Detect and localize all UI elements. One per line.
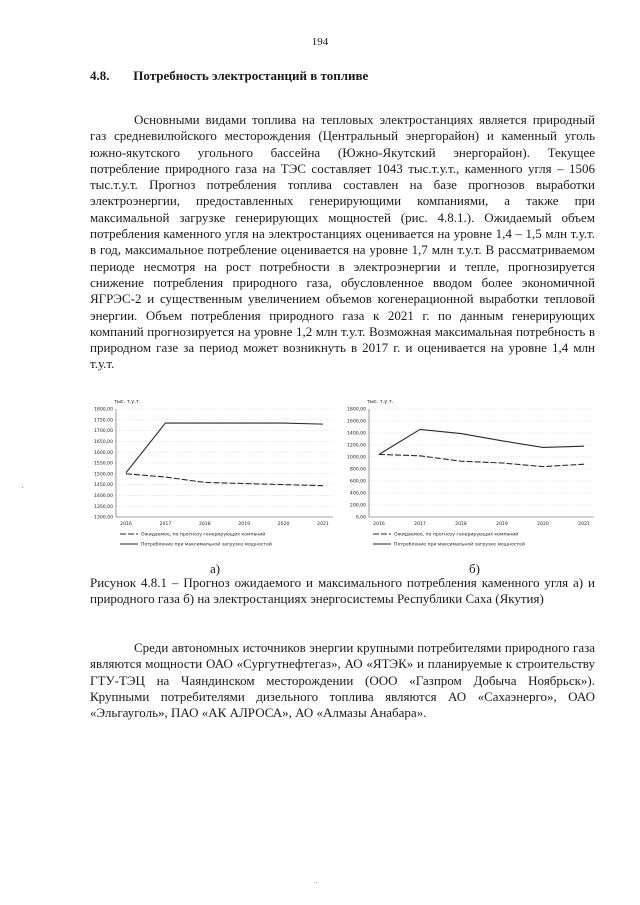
- legend-label-2: Потребление при максимальной загрузке мощностей: [141, 542, 272, 548]
- y-tick-label: 1200,00: [347, 443, 366, 449]
- x-tick-label: 2016: [120, 522, 132, 527]
- y-unit-label: тыс. т.у.т.: [367, 399, 394, 405]
- y-tick-label: 400,00: [349, 491, 366, 497]
- y-tick-label: 1500,00: [94, 472, 113, 478]
- figure-caption: Рисунок 4.8.1 – Прогноз ожидаемого и максимального потребления каменного угля а) и природного газа б) на электростанциях энергосистемы Республики Саха (Якутия): [90, 575, 595, 606]
- legend-label-1: Ожидаемое, по прогнозу генерирующих компаний: [141, 532, 266, 538]
- x-tick-label: 2017: [414, 522, 426, 527]
- chart-svg: [84, 395, 339, 555]
- y-tick-label: 1750,00: [94, 418, 113, 424]
- x-tick-label: 2017: [159, 522, 172, 527]
- y-tick-label: 0,00: [355, 515, 366, 521]
- y-tick-label: 1700,00: [94, 429, 113, 435]
- y-tick-label: 1600,00: [347, 419, 366, 425]
- y-tick-label: 1550,00: [94, 461, 113, 467]
- x-tick-label: 2016: [373, 522, 385, 527]
- series-line-1: [379, 454, 584, 466]
- page-number: 194: [311, 36, 329, 48]
- subfigure-label-a: а): [210, 561, 221, 576]
- section-title: Потребность электростанций в топливе: [133, 68, 369, 83]
- section-heading: [90, 68, 368, 84]
- x-tick-label: 2018: [455, 522, 467, 527]
- legend-label-1: Ожидаемое, по прогнозу генерирующих компаний: [394, 532, 519, 538]
- y-tick-label: 1600,00: [94, 450, 113, 456]
- x-tick-label: 2019: [238, 522, 251, 527]
- y-tick-label: 1800,00: [94, 407, 113, 413]
- scan-speck: [316, 882, 317, 883]
- section-number: 4.8.: [90, 68, 110, 83]
- scan-speck: [22, 487, 23, 488]
- series-line-1: [126, 474, 323, 486]
- body-paragraph-1: Основными видами топлива на тепловых электростанциях является природный газ средневилюйского месторождения (Центральный энергорайон) и каменный уголь южно-якутского угольного бассейна (Южно-Якутский энергорайон). Текущее потребление природного газа на ТЭС составляет 1043 тыс.т.у.т., каменного угля – 1506 тыс.т.у.т. Прогноз потребления топлива составлен на базе прогнозов выработки электроэнергии, предоставленных генерирующими компаниями, а также при максимальной загрузке генерирующих мощностей (рис. 4.8.1.). Ожидаемый объем потребления каменного угля на электростанциях оценивается на уровне 1,4 – 1,5 млн т.у.т. в год, максимальное потребление оценивается на уровне 1,7 млн т.у.т. В рассматриваемом периоде несмотря на рост потребности в электроэнергии и тепле, прогнозируется снижение потребления природного газа, обусловленное вводом более экономичной ЯГРЭС-2 и существенным увеличением объемов когенерационной выработки тепловой энергии. Объем потребления природного газа к 2021 г. по данным генерирующих компаний прогнозируется на уровне 1,2 млн т.у.т. Возможная максимальная потребность в природном газе за период может возникнуть в 2017 г. и оценивается на уровне 1,4 млн т.у.т.: [90, 112, 595, 372]
- subfigure-label-b: б): [469, 561, 480, 576]
- chart-a: [84, 395, 339, 555]
- y-tick-label: 1000,00: [347, 455, 366, 461]
- y-tick-label: 1650,00: [94, 440, 113, 445]
- y-tick-label: 1400,00: [347, 431, 366, 437]
- chart-svg: [337, 395, 600, 555]
- y-tick-label: 1450,00: [94, 483, 113, 489]
- y-tick-label: 1300,00: [94, 515, 113, 521]
- y-tick-label: 1800,00: [347, 407, 366, 413]
- chart-b: [337, 395, 600, 555]
- x-tick-label: 2019: [496, 522, 508, 527]
- y-tick-label: 800,00: [349, 467, 366, 473]
- y-tick-label: 600,00: [349, 479, 366, 485]
- y-tick-label: 1350,00: [94, 504, 113, 510]
- body-paragraph-2: Среди автономных источников энергии крупными потребителями природного газа являются мощности ОАО «Сургутнефтегаз», АО «ЯТЭК» и планируемые к строительству ГТУ-ТЭЦ на Чаяндинском месторождении (ООО «Газпром Добыча Ноябрьск»). Крупными потребителями дизельного топлива являются АО «Сахаэнерго», ОАО «Эльгауголь», ПАО «АК АЛРОСА», АО «Алмазы Анабара».: [90, 640, 595, 721]
- y-tick-label: 1400,00: [94, 494, 113, 499]
- y-unit-label: тыс. т.у.т.: [114, 399, 141, 405]
- x-tick-label: 2020: [277, 522, 290, 527]
- x-tick-label: 2021: [317, 522, 329, 527]
- legend-label-2: Потребление при максимальной загрузке мощностей: [394, 542, 525, 548]
- x-tick-label: 2018: [198, 522, 211, 527]
- x-tick-label: 2021: [578, 522, 590, 527]
- y-tick-label: 200,00: [349, 503, 366, 509]
- x-tick-label: 2020: [537, 522, 549, 527]
